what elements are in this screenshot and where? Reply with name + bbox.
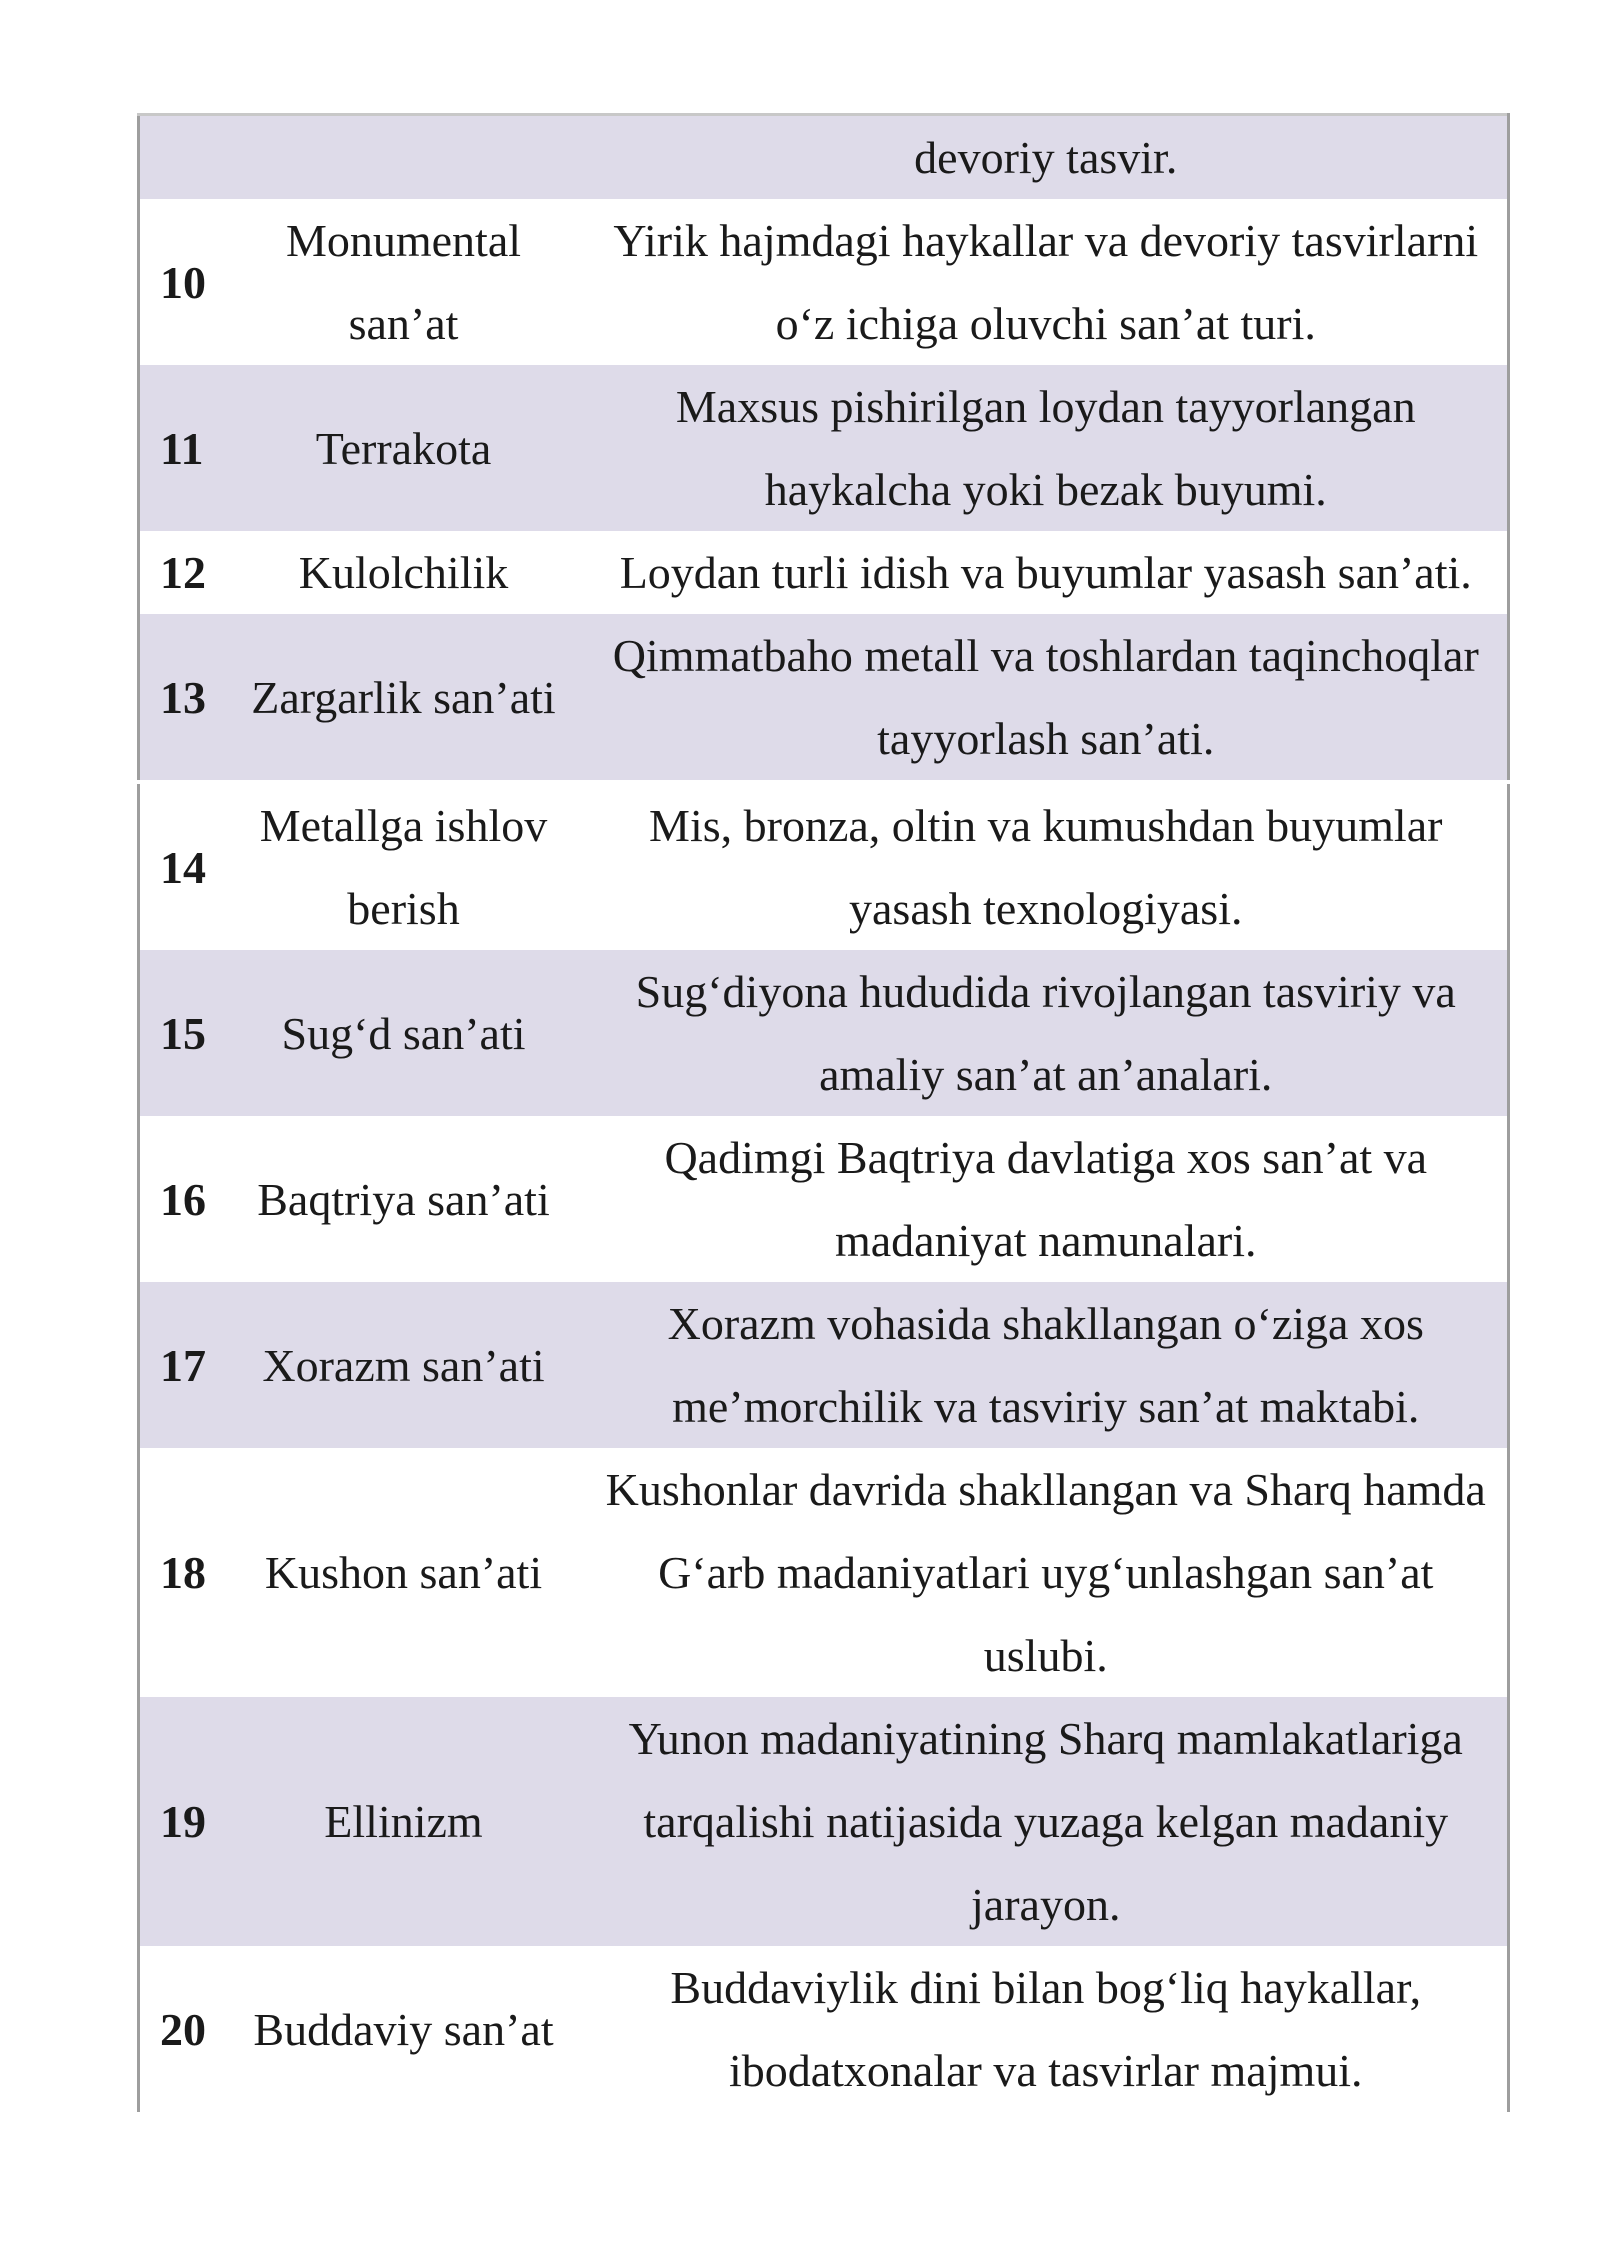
term-cell: Terrakota [223,365,585,531]
table-row [139,782,1509,950]
table-row [139,1697,1509,1946]
row-number: 14 [139,782,223,950]
term-cell: Kushon san’ati [223,1448,585,1697]
definition-cell: Buddaviylik dini bilan bog‘liq haykallar, ibodatxonalar va tasvirlar majmui. [585,1946,1509,2112]
row-number: 16 [139,1116,223,1282]
row-number: 20 [139,1946,223,2112]
table-row [139,531,1509,614]
term-cell: Xorazm san’ati [223,1282,585,1448]
table-row [139,1116,1509,1282]
row-number: 12 [139,531,223,614]
glossary-table [137,113,1510,2112]
term-cell: Ellinizm [223,1697,585,1946]
term-cell: Baqtriya san’ati [223,1116,585,1282]
table-row [139,1282,1509,1448]
row-number: 17 [139,1282,223,1448]
definition-cell: Yunon madaniyatining Sharq mamlakatlariga tarqalishi natijasida yuzaga kelgan madaniy jarayon. [585,1697,1509,1946]
row-number: 19 [139,1697,223,1946]
table-row [139,614,1509,782]
table-row [139,1946,1509,2112]
definition-cell: devoriy tasvir. [585,115,1509,200]
row-number: 13 [139,614,223,782]
definition-cell: Loydan turli idish va buyumlar yasash san’ati. [585,531,1509,614]
definition-cell: Qimmatbaho metall va toshlardan taqinchoqlar tayyorlash san’ati. [585,614,1509,782]
row-number [139,115,223,200]
table-row [139,115,1509,200]
definition-cell: Kushonlar davrida shakllangan va Sharq hamda G‘arb madaniyatlari uyg‘unlashgan san’at uslubi. [585,1448,1509,1697]
table-row [139,1448,1509,1697]
term-cell: Monumental san’at [223,199,585,365]
row-number: 10 [139,199,223,365]
term-cell: Kulolchilik [223,531,585,614]
definition-cell: Maxsus pishirilgan loydan tayyorlangan haykalcha yoki bezak buyumi. [585,365,1509,531]
definition-cell: Qadimgi Baqtriya davlatiga xos san’at va madaniyat namunalari. [585,1116,1509,1282]
row-number: 15 [139,950,223,1116]
definition-cell: Xorazm vohasida shakllangan o‘ziga xos me’morchilik va tasviriy san’at maktabi. [585,1282,1509,1448]
table-row [139,365,1509,531]
definition-cell: Sug‘diyona hududida rivojlangan tasviriy va amaliy san’at an’analari. [585,950,1509,1116]
row-number: 18 [139,1448,223,1697]
term-cell: Metallga ishlov berish [223,782,585,950]
row-number: 11 [139,365,223,531]
definition-cell: Mis, bronza, oltin va kumushdan buyumlar yasash texnologiyasi. [585,782,1509,950]
term-cell [223,115,585,200]
definition-cell: Yirik hajmdagi haykallar va devoriy tasvirlarni o‘z ichiga oluvchi san’at turi. [585,199,1509,365]
term-cell: Zargarlik san’ati [223,614,585,782]
term-cell: Buddaviy san’at [223,1946,585,2112]
table-row [139,199,1509,365]
term-cell: Sug‘d san’ati [223,950,585,1116]
table-row [139,950,1509,1116]
